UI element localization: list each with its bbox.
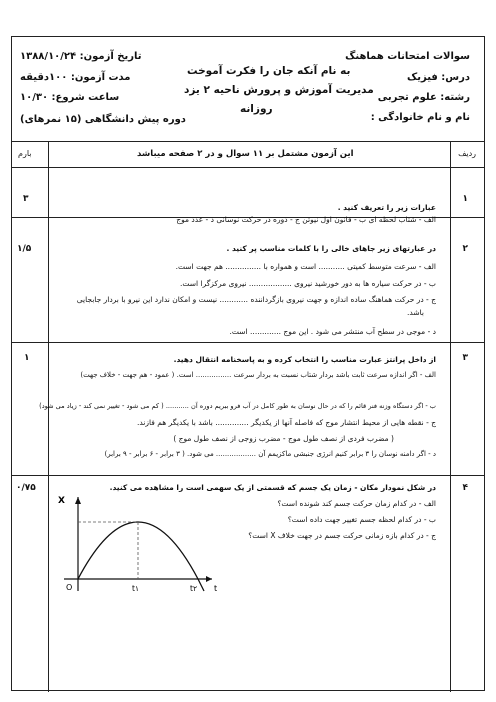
q2-score: ۱/۵: [17, 244, 32, 254]
q3-line: ب - اگر دستگاه وزنه فنر قائم را که در حال نوسان به طور کامل در آب فرو ببریم دوره آن ........... ( کم می شود - تغییر نمی کند - زیاد می شود): [39, 402, 436, 410]
q3-divider: [12, 475, 484, 476]
course-label: درس: فیزیک: [406, 72, 470, 83]
y-axis-label: X: [58, 496, 65, 506]
q4-line: الف - در کدام زمان حرکت جسم کند شونده است؟: [277, 499, 436, 508]
q4-number: ۴: [462, 483, 468, 493]
q3-line: ج - نقطه هایی از محیط انتشار موج که فاصله آنها از یکدیگر .............. باشد با یکدیگر هم فازند.: [136, 418, 436, 427]
row-header: ردیف: [458, 149, 476, 158]
position-time-graph: [52, 487, 222, 597]
q2-divider: [12, 342, 484, 343]
q2-line: باشد.: [407, 308, 424, 317]
q3-line: ( مضرب فردی از نصف طول موج - مضرب زوجی از نصف طول موج ): [173, 434, 394, 443]
x-axis-label: t: [214, 584, 218, 593]
exam-intro: این آزمون مشتمل بر ۱۱ سوال و در ۲ صفحه میباشد: [137, 149, 354, 159]
origin-label: O: [66, 583, 73, 592]
department-line: مدیریت آموزش و پرورش ناحیه ۲ یزد: [184, 84, 374, 96]
t2-label: t۲: [190, 584, 197, 593]
q3-line: از داخل پرانتز عبارت مناسب را انتخاب کرده و به پاسخنامه انتقال دهید.: [173, 355, 436, 364]
score-header: بارم: [18, 149, 32, 158]
basmala-line: به نام آنکه جان را فکرت آموخت: [187, 65, 351, 77]
q3-number: ۳: [462, 353, 468, 363]
score-column-line: [48, 141, 49, 692]
start-time: ساعت شروع: ۱۰/۳۰: [20, 92, 120, 103]
q2-number: ۲: [462, 244, 468, 254]
parabola-curve: [78, 522, 204, 591]
exam-date: تاریخ آزمون: ۱۳۸۸/۱۰/۲۴: [20, 51, 142, 62]
exam-page: [11, 36, 485, 691]
q1-number: ۱: [462, 194, 468, 204]
q1-line: الف - شتاب لحظه ای ب - قانون اول نیوتن ج - دوره در حرکت نوسانی د - عدد موج: [176, 215, 436, 224]
x-axis-arrow: [206, 576, 212, 582]
exam-duration: مدت آزمون: ۱۰۰دقیقه: [20, 72, 131, 83]
q4-line: ب - در کدام لحظه جسم تغییر جهت داده است؟: [287, 515, 436, 524]
q2-line: در عبارتهای زیر جاهای خالی را با کلمات مناسب پر کنید .: [226, 244, 436, 253]
y-axis-arrow: [75, 497, 81, 504]
q3-line: الف - اگر اندازه سرعت ثابت باشد بردار شتاب نسبت به بردار سرعت ................ است. ( عمود - هم جهت - خلاف جهت): [80, 371, 436, 379]
exam-type: سوالات امتحانات هماهنگ: [345, 51, 470, 62]
row-column-line: [450, 141, 451, 692]
q2-line: الف - سرعت متوسط کمیتی ........... است و همواره با ............... هم جهت است.: [175, 262, 436, 271]
name-label: نام و نام خانوادگی :: [370, 112, 470, 123]
q1-score: ۳: [23, 194, 29, 204]
shift-line: روزانه: [240, 103, 273, 115]
q2-line: ب - در حرکت سیاره ها به دور خورشید نیروی .................. نیروی مرکزگرا است.: [179, 279, 436, 288]
title-row-divider: [12, 167, 484, 168]
field-label: رشته: علوم تجربی: [377, 92, 470, 103]
t1-label: t۱: [132, 584, 139, 593]
q4-line: در شکل نمودار مکان - زمان یک جسم که قسمتی از یک سهمی است را مشاهده می کنید.: [109, 483, 436, 492]
q2-line: ج - در حرکت هماهنگ ساده اندازه و جهت نیروی بازگرداننده ............ نیست و امکان ندارد این نیرو با بردار جابجایی: [76, 295, 436, 304]
q4-score: ۰/۷۵: [16, 483, 36, 493]
q4-line: ج - در کدام بازه زمانی حرکت جسم در جهت خلاف X است؟: [248, 531, 436, 540]
header-divider: [12, 141, 484, 142]
q3-score: ۱: [24, 353, 30, 363]
q2-line: د - موجی در سطح آب منتشر می شود . این موج ............. است.: [229, 327, 436, 336]
q3-line: د - اگر دامنه نوسان را ۳ برابر کنیم انرژی جنبشی ماکزیمم آن .................. می شود. ( ۳ برابر - ۶ برابر - ۹ برابر): [104, 450, 436, 458]
q1-line: عبارات زیر را تعریف کنید .: [337, 203, 436, 212]
course-term: دوره پیش دانشگاهی (۱۵ نمرهای): [20, 114, 186, 125]
